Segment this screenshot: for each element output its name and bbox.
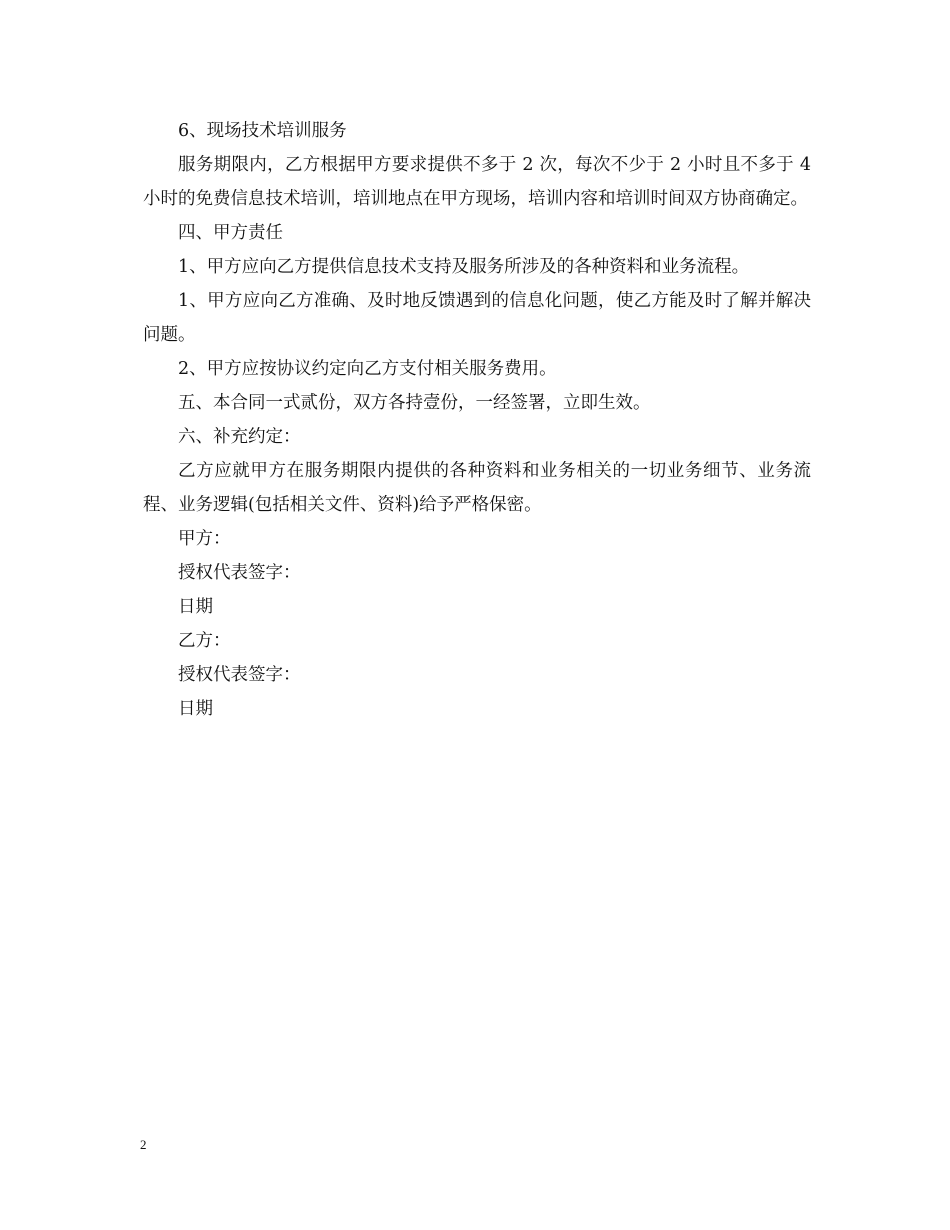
section-contract-copies: 五、本合同一式贰份，双方各持壹份，一经签署，立即生效。 [178,393,651,413]
signature-party-b-label: 乙方： [178,631,231,651]
clause-pay-fees: 2、甲方应按协议约定向乙方支付相关服务费用。 [178,359,557,379]
section-heading-supplementary: 六、补充约定： [178,427,301,447]
signature-party-a-label: 甲方： [178,529,231,549]
section-heading-onsite-training: 6、现场技术培训服务 [178,121,347,141]
signature-party-b-representative: 授权代表签字： [178,665,301,685]
document-body [143,114,811,726]
clause-provide-materials: 1、甲方应向乙方提供信息技术支持及服务所涉及的各种资料和业务流程。 [178,257,750,277]
signature-party-a-representative: 授权代表签字： [178,563,301,583]
signature-party-b-date: 日期 [178,699,213,719]
paragraph-training-terms: 服务期限内，乙方根据甲方要求提供不多于 2 次，每次不少于 2 小时且不多于 4 小时的免费信息技术培训，培训地点在甲方现场，培训内容和培训时间双方协商确定。 [143,155,811,209]
section-heading-party-a-duties: 四、甲方责任 [178,223,283,243]
clause-feedback-issues: 1、甲方应向乙方准确、及时地反馈遇到的信息化问题，使乙方能及时了解并解决问题。 [143,291,811,345]
clause-confidentiality: 乙方应就甲方在服务期限内提供的各种资料和业务相关的一切业务细节、业务流程、业务逻辑(包括相关文件、资料)给予严格保密。 [143,461,811,515]
signature-party-a-date: 日期 [178,597,213,617]
page-number: 2 [140,1137,147,1152]
